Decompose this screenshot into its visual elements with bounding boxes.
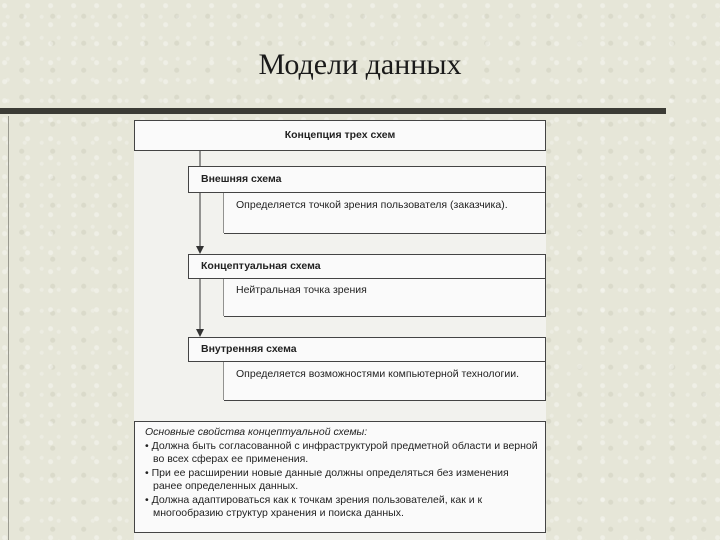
conceptual-schema-label: Концептуальная схема bbox=[201, 260, 321, 272]
external-schema-description bbox=[224, 193, 546, 234]
external-schema-label: Внешняя схема bbox=[201, 173, 282, 185]
internal-schema-description bbox=[224, 362, 546, 401]
conceptual-schema-description bbox=[224, 279, 546, 317]
conceptual-schema-header bbox=[188, 254, 546, 279]
arrow-head-1 bbox=[196, 246, 204, 254]
internal-schema-header bbox=[188, 337, 546, 362]
notes-heading: Основные свойства концептуальной схемы: bbox=[145, 426, 368, 438]
internal-schema-label: Внутренняя схема bbox=[201, 343, 297, 355]
main-header-label: Концепция трех схем bbox=[284, 129, 396, 141]
arrow-head-2 bbox=[196, 329, 204, 337]
internal-schema-text: Определяется возможностями компьютерной технологии. bbox=[236, 368, 519, 380]
conceptual-properties-notes bbox=[134, 421, 546, 533]
notes-item: • При ее расширении новые данные должны определяться без изменения ранее определенных данных. bbox=[145, 466, 509, 492]
slide-title: Модели данных bbox=[258, 48, 462, 81]
notes-item: • Должна адаптироваться как к точкам зрения пользователей, как и к многообразию структур хранения и поиска данных. bbox=[145, 493, 483, 519]
external-schema-header bbox=[188, 166, 546, 193]
external-schema-text: Определяется точкой зрения пользователя (заказчика). bbox=[236, 199, 508, 211]
notes-item: • Должна быть согласованной с инфраструктурой предметной области и верной во всех сферах ее применения. bbox=[145, 439, 538, 465]
conceptual-schema-text: Нейтральная точка зрения bbox=[236, 284, 367, 296]
